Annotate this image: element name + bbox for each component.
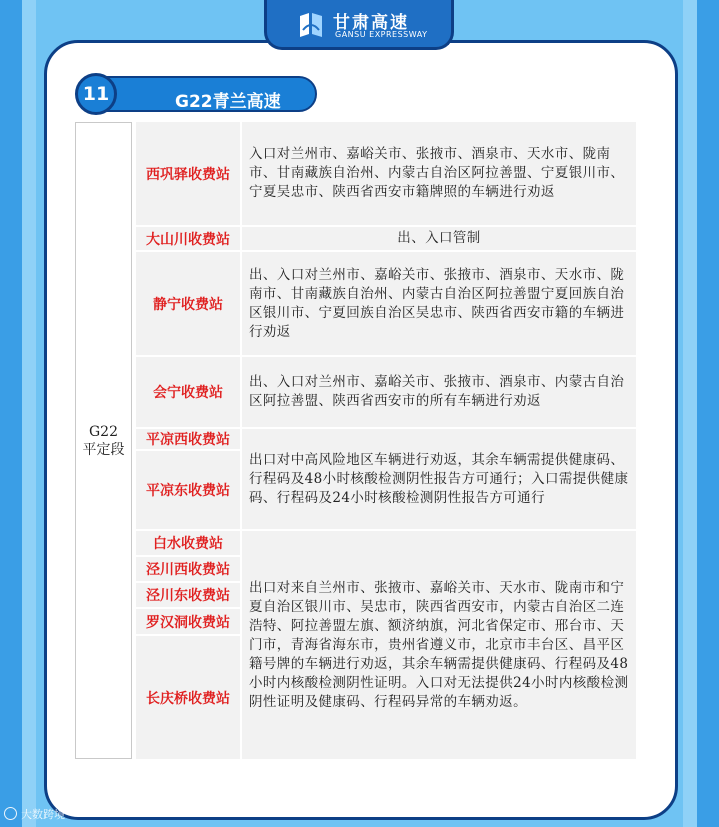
background-stripe-left-inner [22,0,36,827]
station-cell [136,252,240,355]
policy-cell [242,531,636,759]
station-cell [136,451,240,529]
section-title-bar [105,76,317,112]
station-name: 长庆桥收费站 [146,690,230,707]
station-cell [136,531,240,555]
station-name: 平凉东收费站 [146,483,230,499]
policy-text: 出口对来自兰州市、张掖市、嘉峪关市、天水市、陇南市和宁夏自治区银川市、吴忠市，陕西省西安市，内蒙古自治区二连浩特、阿拉善盟左旗、额济纳旗，河北省保定市、邢台市、天门市，青海省海东市，贵州省遵义市，北京市丰台区、昌平区籍号牌的车辆进行劝返，其余车辆需提供健康码、行程码及48小时内核酸检测阴性证明。入口对无法提供24小时内核酸检测阴性证明及健康码、行程码异常的车辆劝返。 [249,579,629,710]
logo-subtitle: GANSU EXPRESSWAY [335,30,428,39]
expressway-logo-icon [297,10,325,40]
station-cell [136,609,240,634]
policy-cell [242,357,636,427]
section-title: G22青兰高速 [175,92,281,112]
station-cell [136,583,240,607]
background-stripe-right-inner [683,0,697,827]
policy-text: 出、入口管制 [397,230,481,246]
station-cell [136,357,240,427]
station-name: 罗汉洞收费站 [146,614,230,631]
brand-logo [264,0,454,50]
background-stripe-left-outer [0,0,22,827]
station-name: 白水收费站 [153,536,223,552]
policy-text: 出、入口对兰州市、嘉峪关市、张掖市、酒泉市、天水市、陇南市、甘南藏族自治州、内蒙古自治区阿拉善盟宁夏回族自治区银川市、宁夏回族自治区吴忠市、陕西省西安市籍的车辆进行劝返 [249,266,625,340]
station-cell [136,429,240,449]
section-number: 11 [75,73,117,115]
policy-text: 出口对中高风险地区车辆进行劝返，其余车辆需提供健康码、行程码及48小时核酸检测阴性报告方可通行；入口需提供健康码、行程码及24小时核酸检测阴性报告方可通行 [249,451,629,506]
station-name: 会宁收费站 [153,385,223,401]
station-cell [136,636,240,759]
station-name: 平凉西收费站 [146,432,230,448]
station-name: 泾川东收费站 [146,588,230,604]
watermark [4,806,65,822]
station-name: 西巩驿收费站 [146,166,230,183]
section-header [75,73,320,115]
policy-cell [242,227,636,250]
policy-text: 入口对兰州市、嘉峪关市、张掖市、酒泉市、天水市、陇南市、甘南藏族自治州、内蒙古自治区阿拉善盟、宁夏银川市、宁夏吴忠市、陕西省西安市籍牌照的车辆进行劝返 [249,146,625,200]
logo-name: 甘肃高速 [333,13,409,33]
background-stripe-right-outer [697,0,719,827]
policy-text: 出、入口对兰州市、嘉峪关市、张掖市、酒泉市、内蒙古自治区阿拉善盟、陕西省西安市的所有车辆进行劝返 [249,374,625,409]
watermark-icon [4,807,17,820]
station-cell [136,227,240,250]
station-name: 泾川西收费站 [146,562,230,578]
policy-cell [242,122,636,225]
station-name: 静宁收费站 [153,296,223,313]
station-cell [136,557,240,581]
segment-label-cell [75,122,132,759]
segment-name: 平定段 [82,441,125,458]
policy-cell [242,252,636,355]
segment-route: G22 [89,423,118,440]
policy-cell [242,429,636,529]
station-name: 大山川收费站 [146,231,230,248]
watermark-text: 大数跨境 [21,808,65,821]
station-cell [136,122,240,225]
